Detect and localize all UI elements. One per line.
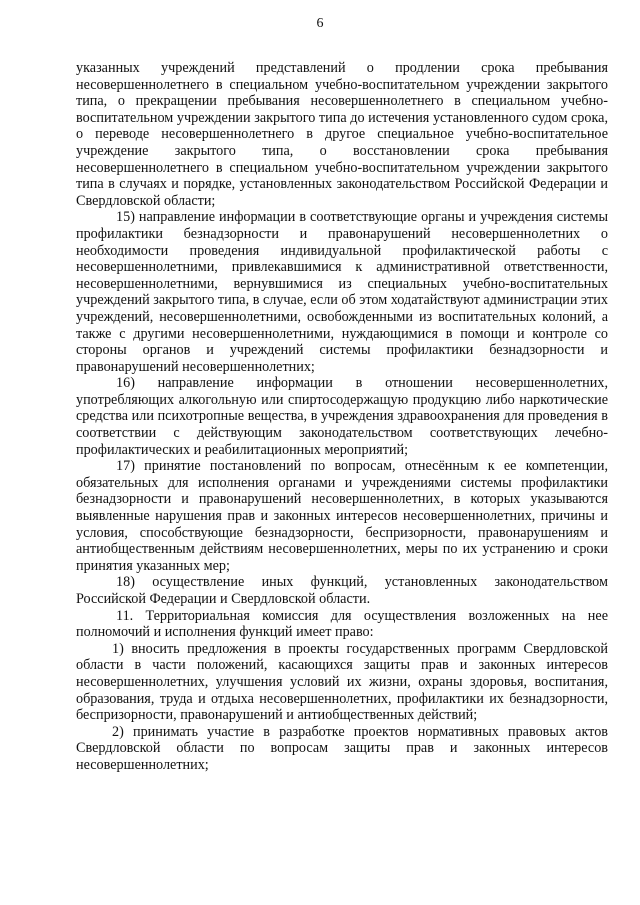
- paragraph-item-15: 15) направление информации в соответствующие органы и учреждения системы профилактики безнадзорности и правонарушений несовершеннолетних о необходимости проведения индивидуальной профилактической работы с несовершеннолетними, привлекавшимися к административной ответственности, несовершеннолетними, вернувшимися из специальных учебно-воспитательных учреждений закрытого типа, в случае, если об этом ходатайствуют администрации этих учреждений, несовершеннолетними, освобожденными из воспитательных колоний, а также с другими несовершеннолетними, нуждающимися в помощи и контроле со стороны органов и учреждений системы профилактики безнадзорности и правонарушений несовершеннолетних;: [76, 209, 608, 375]
- paragraph-item-17: 17) принятие постановлений по вопросам, отнесённым к ее компетенции, обязательных для исполнения органами и учреждениями системы профилактики безнадзорности и правонарушений несовершеннолетних, в которых указываются выявленные нарушения прав и законных интересов несовершеннолетних, причины и условия, способствующие безнадзорности, беспризорности, правонарушениям и антиобщественным действиям несовершеннолетних, меры по их устранению и сроки принятия указанных мер;: [76, 458, 608, 574]
- page-number: 6: [316, 16, 324, 31]
- paragraph-item-16: 16) направление информации в отношении несовершеннолетних, употребляющих алкогольную или спиртосодержащую продукцию либо наркотические средства или психотропные вещества, в учреждения здравоохранения для проведения в соответствии с действующим законодательством соответствующих лечебно-профилактических и реабилитационных мероприятий;: [76, 375, 608, 458]
- paragraph-14-continuation: указанных учреждений представлений о продлении срока пребывания несовершеннолетнего в специальном учебно-воспитательном учреждении закрытого типа, о прекращении пребывания несовершеннолетнего в специальном учебно-воспитательном учреждении закрытого типа до истечения установленного судом срока, о переводе несовершеннолетнего в другое специальное учебно-воспитательное учреждение закрытого типа, о восстановлении срока пребывания несовершеннолетнего в специальном учебно-воспитательном учреждении закрытого типа в случаях и порядке, установленных законодательством Российской Федерации и Свердловской области;: [76, 60, 608, 209]
- paragraph-item-18: 18) осуществление иных функций, установленных законодательством Российской Федерации и Свердловской области.: [76, 574, 608, 607]
- document-body: [76, 60, 608, 774]
- paragraph-section-11-item-2: 2) принимать участие в разработке проектов нормативных правовых актов Свердловской области по вопросам защиты прав и законных интересов несовершеннолетних;: [76, 723, 608, 773]
- paragraph-section-11: 11. Территориальная комиссия для осуществления возложенных на нее полномочий и исполнения функций имеет право:: [76, 607, 608, 641]
- paragraph-section-11-item-1: 1) вносить предложения в проекты государственных программ Свердловской области в части положений, касающихся защиты прав и законных интересов несовершеннолетних, улучшения условий их жизни, охраны здоровья, воспитания, образования, труда и отдыха несовершеннолетних, профилактики их безнадзорности, беспризорности, правонарушений и антиобщественных действий;: [76, 640, 608, 724]
